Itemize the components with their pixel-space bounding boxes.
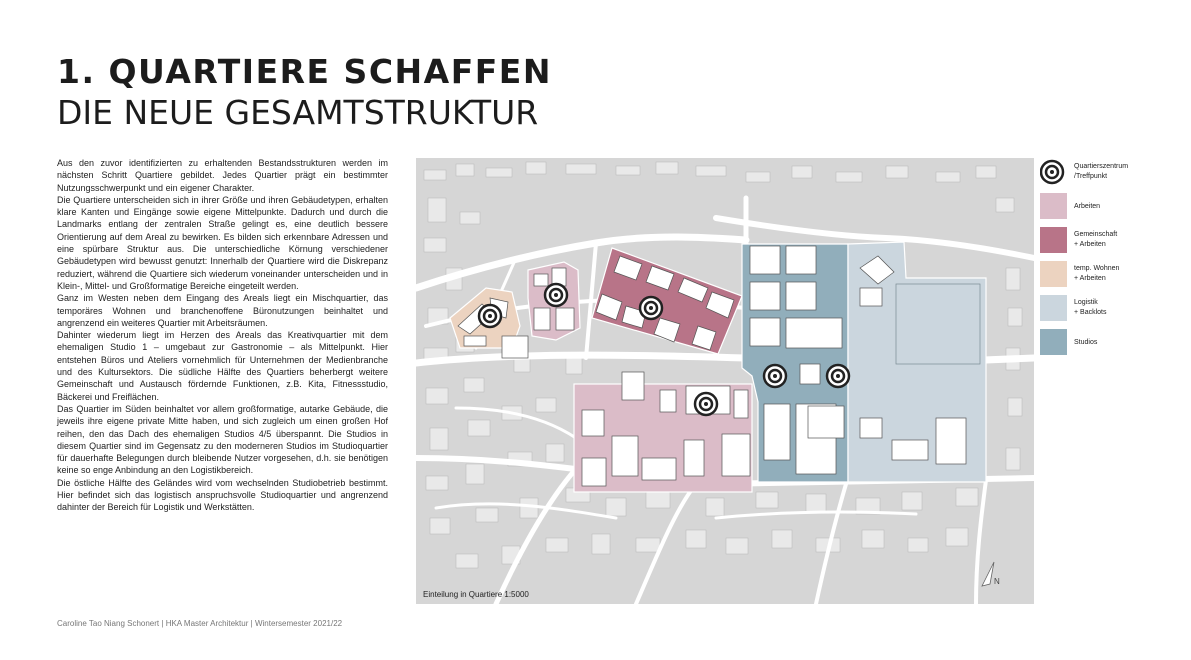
target-icon	[479, 305, 501, 327]
paragraph: Ganz im Westen neben dem Eingang des Areals liegt ein Mischquartier, das temporäres Wohnen und branchenoffene Büronutzungen beinhaltet und angrenzend ein weiteres Quartier mit Arbeitsräumen.	[57, 293, 388, 328]
target-icon	[1040, 159, 1067, 185]
paragraph: Die östliche Hälfte des Geländes wird vom wechselnden Studiobetrieb bestimmt. Hier befindet sich das logistisch anspruchsvolle Studioquartier und angrenzend dahinter der Bereich für Logistik und Werkstätten.	[57, 477, 388, 513]
paragraph: Die Quartiere unterscheiden sich in ihrer Größe und ihren Gebäudetypen, erhalten klare Kanten und Eingänge sowie eigene Mittelpunkte. Dadurch und durch die Landmarks entlang der zentralen Straße gelingt es, eine deutlich bessere Orientierung auf dem Areal zu bewirken. Es bilden sich erkennbare Adressen und eine spürbare Struktur aus. Die unterschiedliche Körnung verschiedener Gebäudetypen wird bewusst genutzt: Innerhalb der Quartiere wird die Diskrepanz reduziert, während die Quartiere sich wiederum voneinander unterscheiden und in Klein-, Mittel- und Großformatige Bereiche eingeteilt werden.	[57, 194, 388, 291]
legend-label-line: temp. Wohnen	[1074, 265, 1120, 272]
legend-label	[1074, 162, 1186, 181]
page-subtitle: DIE NEUE GESAMTSTRUKTUR	[57, 93, 539, 132]
legend-label-line: Studios	[1074, 339, 1098, 346]
legend-label	[1074, 264, 1186, 283]
legend-item-treffpunkt	[1040, 159, 1190, 185]
legend-label-line: + Backlots	[1074, 308, 1107, 316]
legend-label	[1074, 202, 1186, 212]
footer	[57, 619, 342, 628]
legend-item-arbeiten	[1040, 193, 1190, 219]
target-icon	[827, 365, 849, 387]
legend-label-line: + Arbeiten	[1074, 274, 1106, 282]
legend-item-gemeinschaft	[1040, 227, 1190, 253]
legend-item-wohnen	[1040, 261, 1190, 287]
legend-item-logistik	[1040, 295, 1190, 321]
legend-label	[1074, 338, 1186, 348]
footer-separator: |	[161, 619, 164, 628]
paragraph: Das Quartier im Süden beinhaltet vor allem großformatige, autarke Gebäude, die jeweils ihre eigene private Mitte haben, und sich zugleich um einen großen Hof reihen, den das Dach des ehemaligen Studios 4/5 überspannt. Die Studios in diesem Quartier sind im Gegensatz zu den moderneren Studios im Studioquartier für dauerhafte Belegungen durch bleibende Nutzer vorgesehen, d.h. sie benötigen keine so enge Anbindung an den Logistikbereich.	[57, 403, 388, 476]
map-caption: Einteilung in Quartiere 1:5000	[423, 590, 529, 599]
legend-label	[1074, 298, 1186, 317]
legend-swatch	[1040, 193, 1067, 219]
site-plan-map	[416, 158, 1034, 604]
legend-swatch	[1040, 295, 1067, 321]
paragraph: Aus den zuvor identifizierten zu erhaltenden Bestandsstrukturen werden im nächsten Schritt Quartiere gebildet. Jedes Quartier prägt ein bestimmter Nutzungsschwerpunkt und ein eigener Charakter.	[57, 158, 388, 193]
site-plan-svg	[416, 158, 1034, 604]
footer-separator: |	[250, 619, 253, 628]
legend-swatch	[1040, 261, 1067, 287]
target-icon	[695, 393, 717, 415]
footer-term: Wintersemester 2021/22	[254, 619, 343, 628]
target-icon	[640, 297, 662, 319]
legend-label-line: Logistik	[1074, 299, 1098, 306]
footer-author: Caroline Tao Niang Schonert	[57, 619, 160, 628]
legend-swatch	[1040, 227, 1067, 253]
north-letter: N	[994, 577, 1000, 586]
legend-label-line: Gemeinschaft	[1074, 231, 1118, 238]
page-title: 1. QUARTIERE SCHAFFEN	[57, 52, 552, 91]
body-text	[57, 157, 388, 514]
legend-item-studios	[1040, 329, 1190, 355]
legend-label	[1074, 230, 1186, 249]
legend-label-line: Quartierszentrum	[1074, 163, 1129, 170]
paragraph: Dahinter wiederum liegt im Herzen des Areals das Kreativquartier mit dem ehemaligen Studio 1 – umgebaut zur Gastronomie – als Mittelpunkt. Hier entstehen Büros und Ateliers vornehmlich für Unternehmen der Medienbranche und des Kultursektors. Die südliche Hälfte des Quartiers beherbergt weitere Gemeinschaft und Austausch fördernde Funktionen, z.B. Kita, Fitnessstudio, Bäckerei und Freiflächen.	[57, 330, 388, 402]
legend-label-line: Arbeiten	[1074, 203, 1101, 210]
footer-school: HKA Master Architektur	[165, 619, 249, 628]
legend-label-line: /Treffpunkt	[1074, 172, 1108, 180]
legend-label-line: + Arbeiten	[1074, 240, 1106, 248]
legend-swatch	[1040, 329, 1067, 355]
target-icon	[764, 365, 786, 387]
target-icon	[545, 284, 567, 306]
